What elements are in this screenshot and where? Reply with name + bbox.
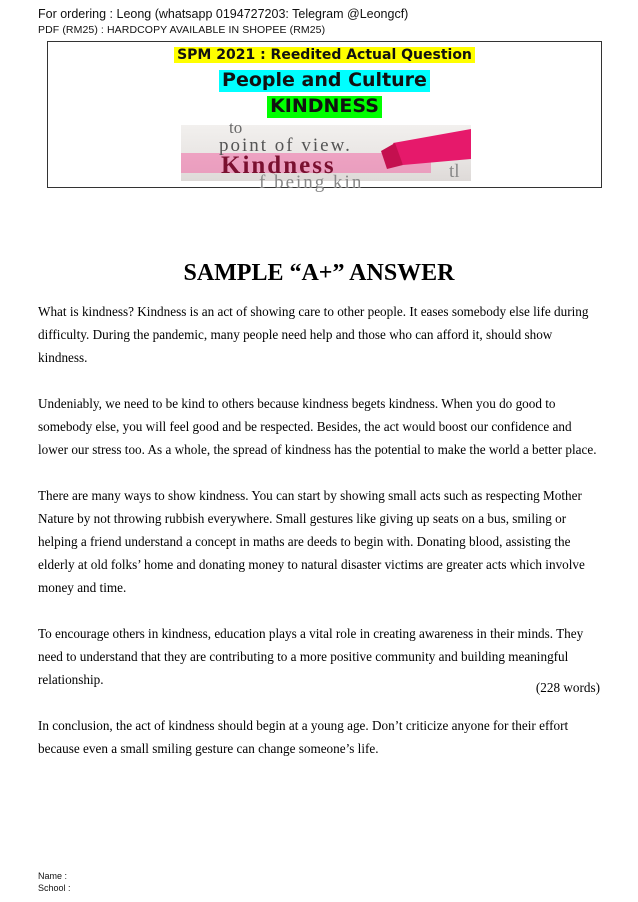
photo-text-main: Kindness xyxy=(221,152,336,179)
word-count: (228 words) xyxy=(535,680,600,695)
banner-exam-text: SPM 2021 : Reedited Actual Question xyxy=(174,47,475,63)
answer-body xyxy=(38,300,600,783)
photo-text-bottom: f being kin xyxy=(259,172,364,193)
photo-text-right: tl xyxy=(449,161,460,182)
banner-topic-text: KINDNESS xyxy=(267,96,382,118)
paragraph-3: There are many ways to show kindness. You can start by showing small acts such as respecting Mother Nature by not throwing rubbish everywhere. Small gestures like giving up seats on a bus, smiling or helping a friend understand a concept in maths are deeds to begin with. Donating blood, assisting the elderly at old folks’ home and donating money to natural disaster victims are greater acts which involve money and time. xyxy=(38,488,585,595)
paragraph-4: To encourage others in kindness, education plays a vital role in creating awareness in their minds. They need to understand that they are contributing to a more positive community and building meaningful relationship. xyxy=(38,626,584,687)
banner-theme-line xyxy=(48,69,601,92)
banner-topic-line xyxy=(48,95,601,118)
name-label: Name : xyxy=(38,871,68,881)
banner-exam-line xyxy=(48,47,601,63)
kindness-photo-icon xyxy=(181,118,471,193)
title-banner xyxy=(47,41,602,193)
paragraph-1: What is kindness? Kindness is an act of showing care to other people. It eases somebody else life during difficulty. During the pandemic, many people need help and those who can afford it, should show kindness. xyxy=(38,304,589,365)
paragraph-5: In conclusion, the act of kindness should begin at a young age. Don’t criticize anyone for their effort because even a small smiling gesture can change someone’s life. xyxy=(38,718,569,756)
paragraph-2: Undeniably, we need to be kind to others because kindness begets kindness. When you do good to somebody else, you will feel good and be respected. Besides, the act would boost our confidence and lower our stress too. As a whole, the spread of kindness has the potential to make the world a better place. xyxy=(38,396,597,457)
photo-text-top: to xyxy=(229,118,243,137)
banner-theme-text: People and Culture xyxy=(219,70,430,92)
page-title: SAMPLE “A+” ANSWER xyxy=(183,260,455,286)
ordering-info: For ordering : Leong (whatsapp 0194727203: Telegram @Leongcf) xyxy=(38,7,409,21)
pdf-hardcopy-info: PDF (RM25) : HARDCOPY AVAILABLE IN SHOPEE (RM25) xyxy=(38,24,326,36)
kindness-photo xyxy=(181,118,471,193)
school-label: School : xyxy=(38,883,71,893)
photo-text-mid: point of view. xyxy=(219,135,352,156)
marker-icon xyxy=(393,129,471,165)
